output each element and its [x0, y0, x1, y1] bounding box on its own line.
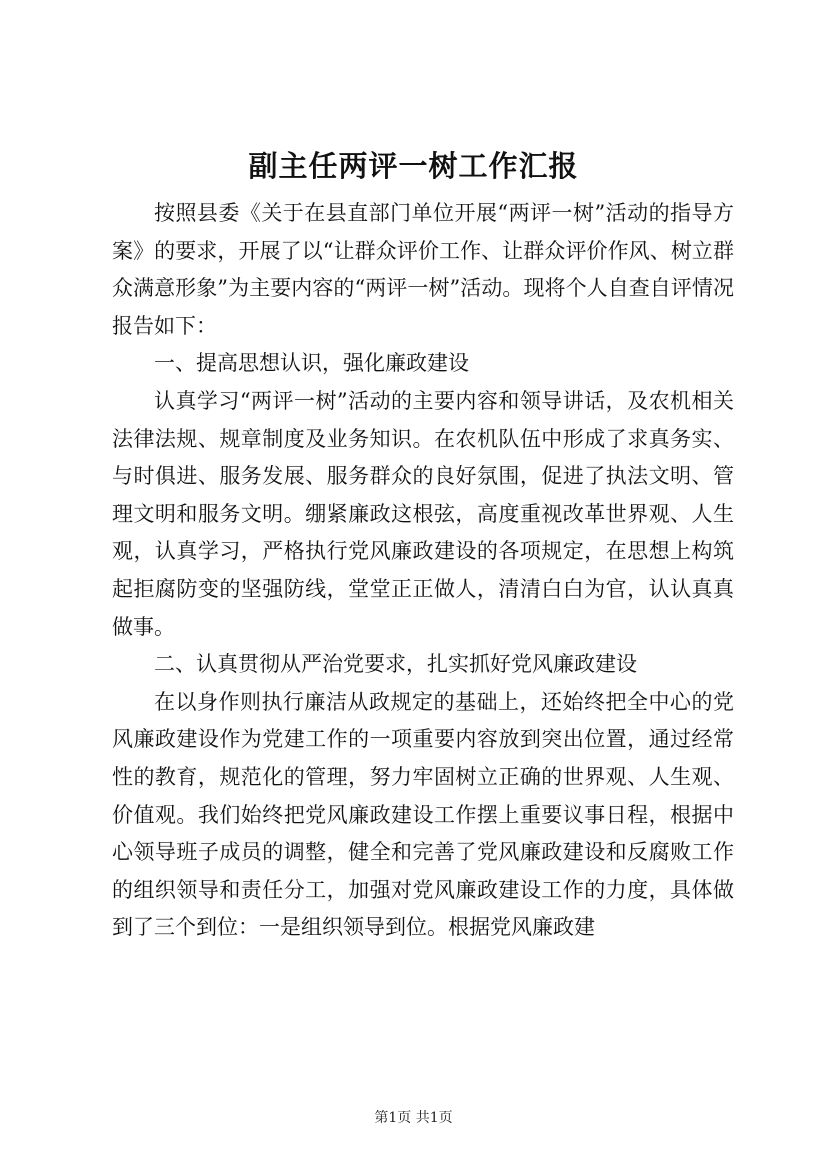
paragraph-section-2: 在以身作则执行廉洁从政规定的基础上，还始终把全中心的党风廉政建设作为党建工作的一项重要内容放到突出位置，通过经常性的教育，规范化的管理，努力牢固树立正确的世界观、人生观、价值观。我们始终把党风廉政建设工作摆上重要议事日程，根据中心领导班子成员的调整，健全和完善了党风廉政建设和反腐败工作的组织领导和责任分工，加强对党风廉政建设工作的力度，具体做到了三个到位：一是组织领导到位。根据党风廉政建	[112, 689, 734, 940]
section-heading-2: 二、认真贯彻从严治党要求，扎实抓好党风廉政建设	[154, 652, 637, 677]
document-body	[112, 195, 734, 947]
page-title: 副主任两评一树工作汇报	[248, 149, 579, 183]
paragraph-intro: 按照县委《关于在县直部门单位开展“两评一树”活动的指导方案》的要求，开展了以“让群众评价工作、让群众评价作风、树立群众满意形象”为主要内容的“两评一树”活动。现将个人自查自评情况报告如下：	[112, 201, 734, 338]
page-footer: 第1页 共1页	[374, 1110, 453, 1126]
section-heading-1: 一、提高思想认识，强化廉政建设	[154, 351, 469, 376]
paragraph-section-1: 认真学习“两评一树”活动的主要内容和领导讲话，及农机相关法律法规、规章制度及业务知识。在农机队伍中形成了求真务实、与时俱进、服务发展、服务群众的良好氛围，促进了执法文明、管理文明和服务文明。绷紧廉政这根弦，高度重视改革世界观、人生观，认真学习，严格执行党风廉政建设的各项规定，在思想上构筑起拒腐防变的坚强防线，堂堂正正做人，清清白白为官，认认真真做事。	[112, 388, 734, 639]
